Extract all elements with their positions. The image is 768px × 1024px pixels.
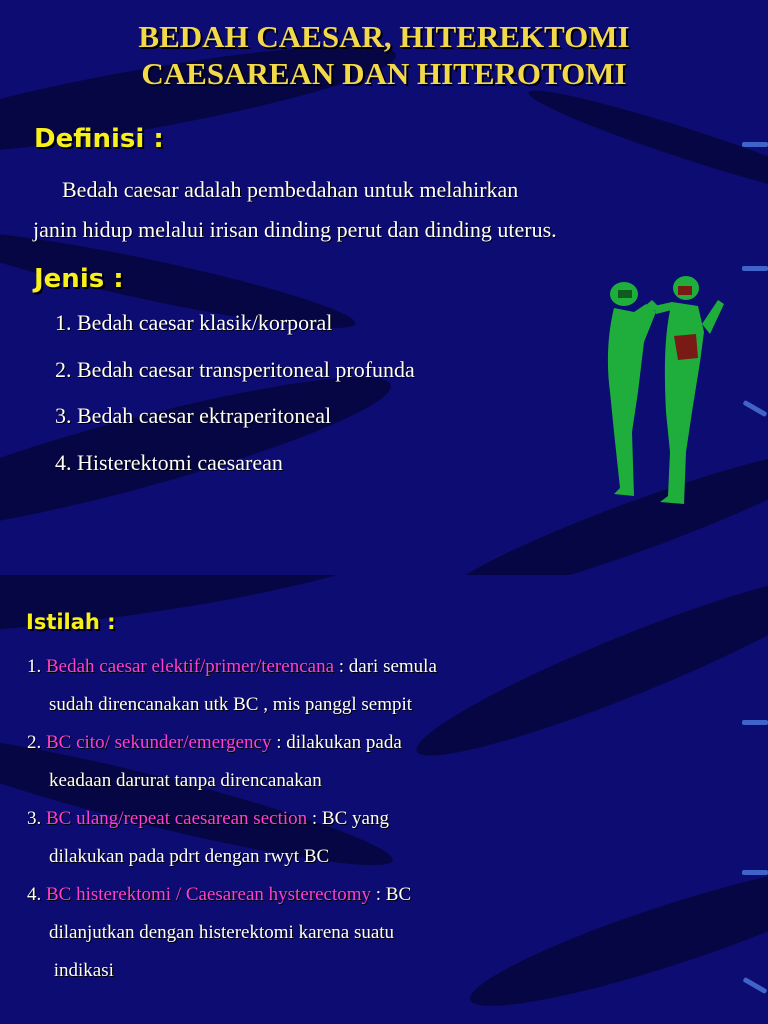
- term-continuation: indikasi: [49, 960, 114, 981]
- background-dash: [742, 977, 767, 994]
- background-dash: [742, 400, 767, 417]
- term-continuation: keadaan darurat tanpa direncanakan: [49, 770, 322, 791]
- jenis-heading: Jenis :: [34, 264, 124, 294]
- background-streak: [524, 78, 768, 212]
- term-name: BC ulang/repeat caesarean section: [46, 808, 308, 829]
- term-continuation: dilanjutkan dengan histerektomi karena suatu: [49, 922, 395, 943]
- term-description: : dari semula: [334, 656, 437, 677]
- title-line-1: BEDAH CAESAR, HITEREKTOMI: [138, 19, 630, 54]
- term-description: : BC: [371, 884, 412, 905]
- term-description: : dilakukan pada: [271, 732, 402, 753]
- slide-title: [0, 18, 768, 92]
- term-name: Bedah caesar elektif/primer/terencana: [46, 656, 334, 677]
- term-name: BC histerektomi / Caesarean hysterectomy: [46, 884, 372, 905]
- term-continuation: sudah direncanakan utk BC , mis panggl sempit: [49, 694, 413, 715]
- definisi-line-2: janin hidup melalui irisan dinding perut dan dinding uterus.: [33, 217, 557, 242]
- background-dash: [742, 870, 768, 875]
- term-description: : BC yang: [307, 808, 389, 829]
- list-item: 4. Histerektomi caesarean: [55, 449, 283, 475]
- term-number: 1.: [27, 656, 42, 677]
- background-dash: [742, 142, 768, 147]
- istilah-list: [27, 648, 437, 990]
- jenis-list: [55, 310, 415, 496]
- term-number: 2.: [27, 732, 42, 753]
- term-number: 3.: [27, 808, 42, 829]
- term-name: BC cito/ sekunder/emergency: [46, 732, 272, 753]
- list-item: [27, 876, 437, 990]
- istilah-heading: Istilah :: [26, 610, 116, 634]
- list-item: [27, 724, 437, 800]
- surgeons-illustration-icon: [600, 272, 740, 512]
- background-streak: [406, 575, 768, 779]
- background-dash: [742, 266, 768, 271]
- list-item: [27, 648, 437, 724]
- list-item: 2. Bedah caesar transperitoneal profunda: [55, 356, 415, 382]
- background-dash: [742, 720, 768, 725]
- definisi-heading: Definisi :: [34, 124, 164, 154]
- title-line-2: CAESAREAN DAN HITEROTOMI: [141, 56, 627, 91]
- term-number: 4.: [27, 884, 42, 905]
- term-continuation: dilakukan pada pdrt dengan rwyt BC: [49, 846, 330, 867]
- list-item: 1. Bedah caesar klasik/korporal: [55, 310, 333, 335]
- definisi-line-1: Bedah caesar adalah pembedahan untuk melahirkan: [62, 177, 519, 202]
- list-item: [27, 800, 437, 876]
- background-streak: [461, 842, 768, 1024]
- list-item: 3. Bedah caesar ektraperitoneal: [55, 403, 332, 428]
